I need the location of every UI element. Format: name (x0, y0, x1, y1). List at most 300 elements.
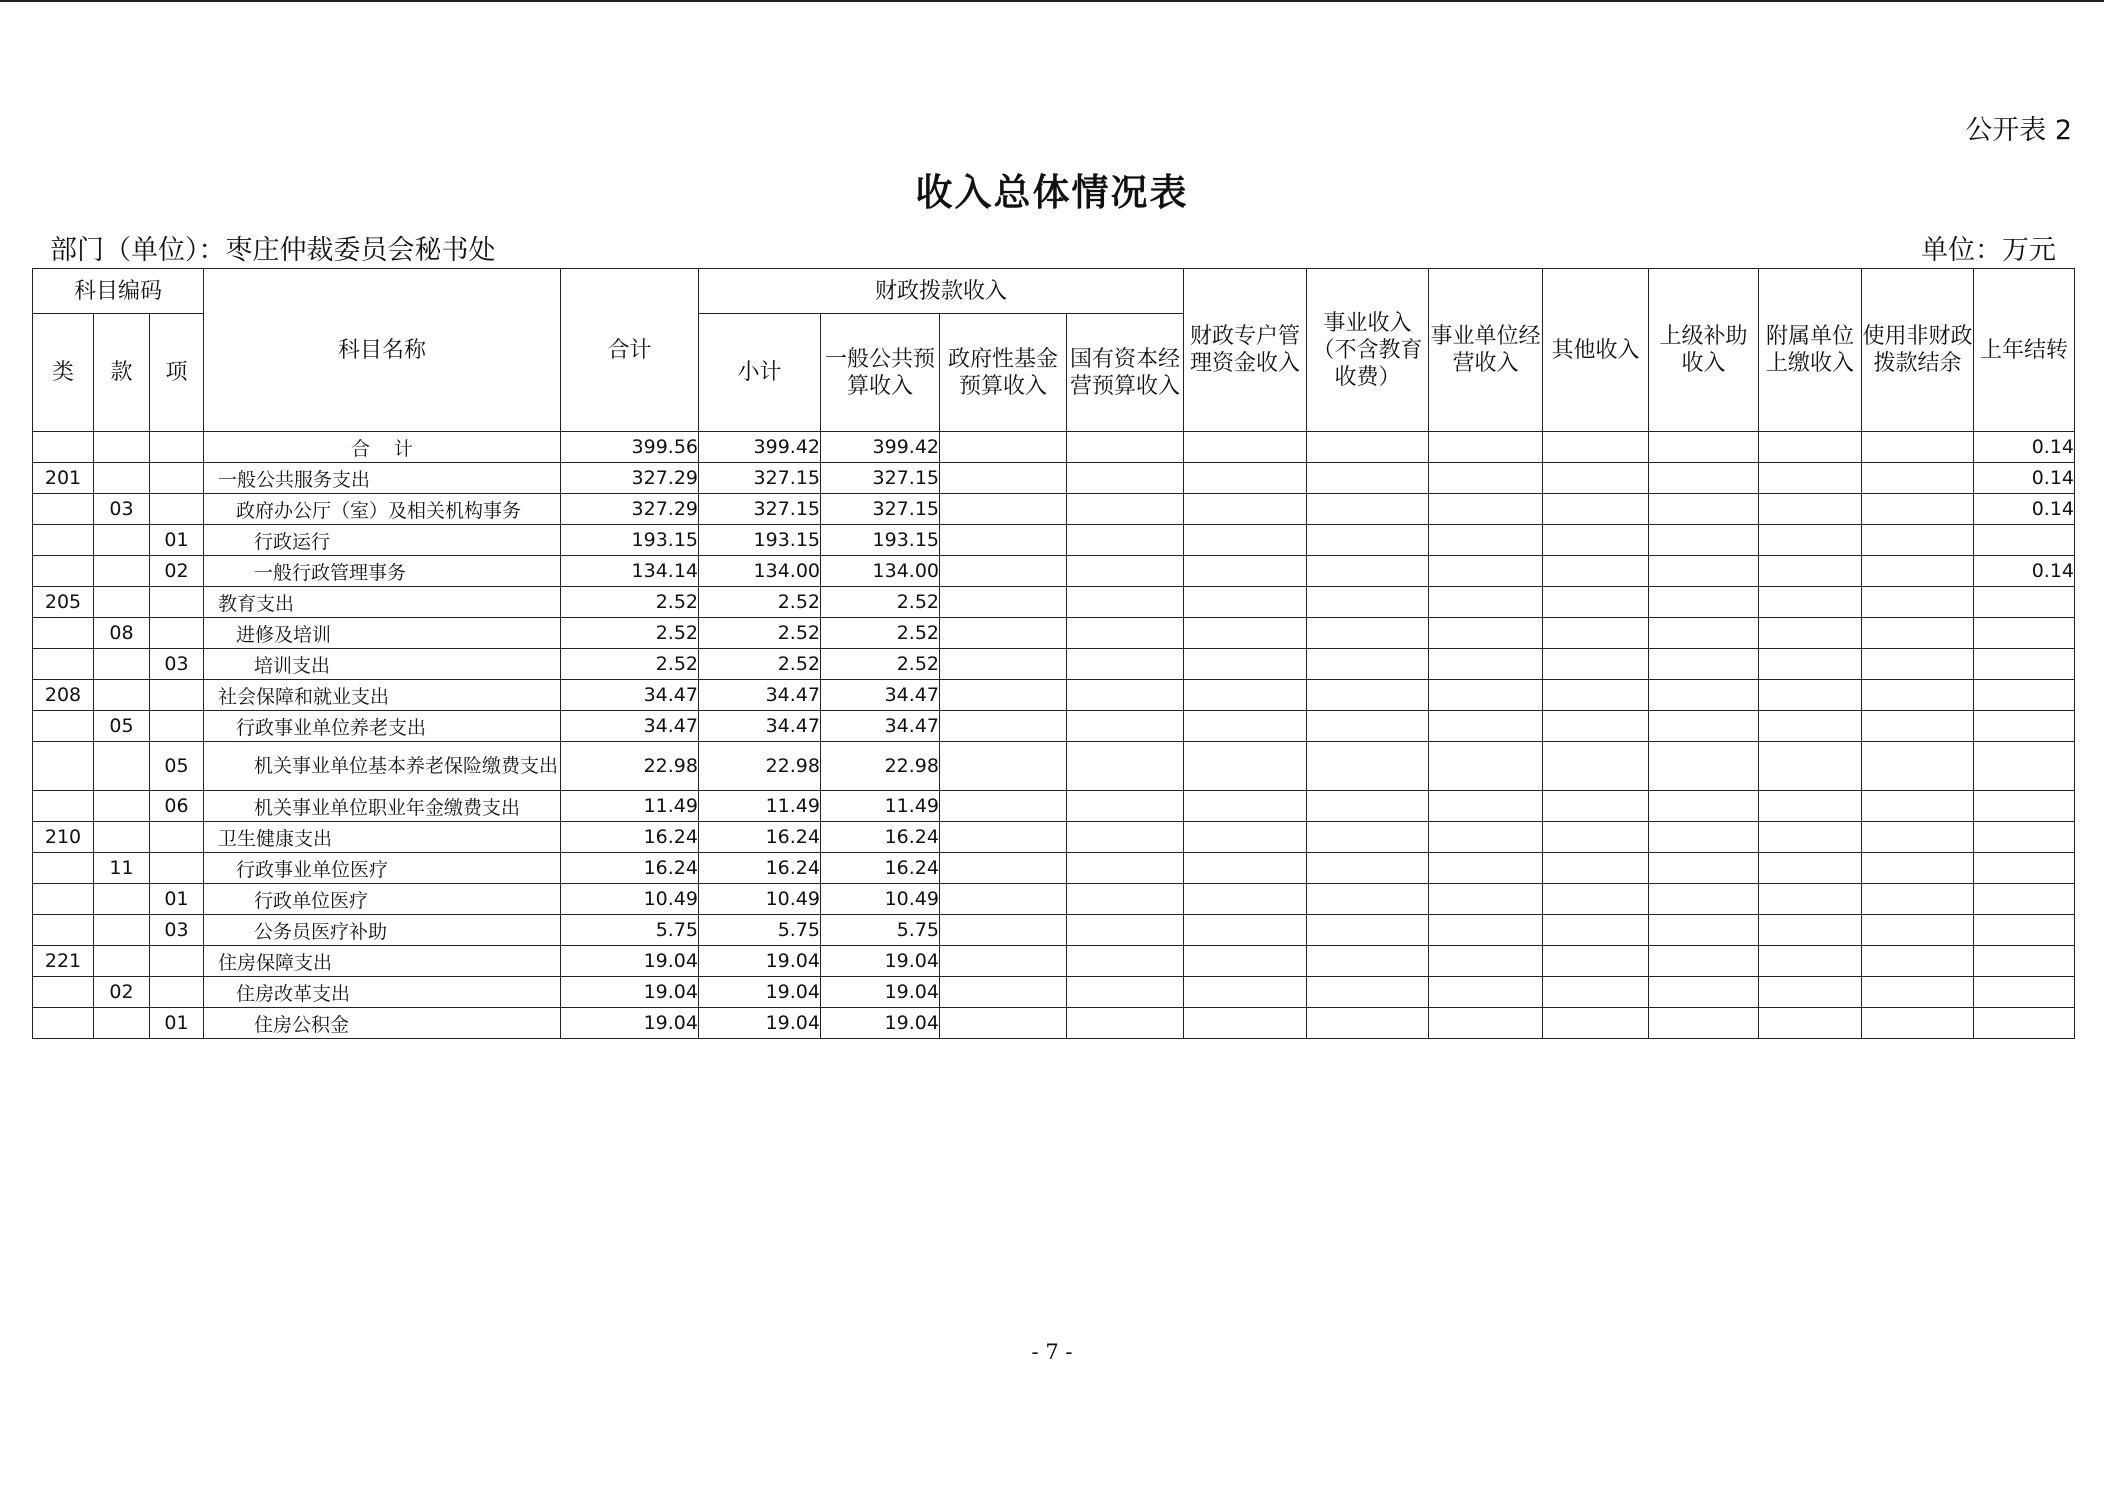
cell-state-capital (1067, 822, 1184, 853)
header-business-ops: 事业单位经营收入 (1429, 269, 1543, 432)
header-xiang: 项 (150, 314, 204, 432)
cell-superior-subsidy (1649, 680, 1759, 711)
cell-other (1543, 946, 1649, 977)
cell-other (1543, 556, 1649, 587)
cell-superior-subsidy (1649, 946, 1759, 977)
cell-business-income (1307, 587, 1429, 618)
cell-general-budget: 327.15 (821, 463, 940, 494)
cell-superior-subsidy (1649, 618, 1759, 649)
cell-business-ops (1429, 618, 1543, 649)
cell-business-ops (1429, 791, 1543, 822)
cell-name: 社会保障和就业支出 (204, 680, 561, 711)
cell-total: 22.98 (561, 742, 699, 791)
cell-non-fiscal-balance (1862, 791, 1974, 822)
cell-general-budget: 2.52 (821, 587, 940, 618)
cell-special-account (1184, 946, 1307, 977)
cell-business-income (1307, 494, 1429, 525)
cell-prev-year: 0.14 (1974, 494, 2075, 525)
cell-affiliated (1759, 649, 1862, 680)
cell-kuan (94, 791, 150, 822)
cell-business-ops (1429, 822, 1543, 853)
header-lei: 类 (33, 314, 94, 432)
cell-kuan (94, 649, 150, 680)
cell-lei (33, 1008, 94, 1039)
cell-general-budget: 19.04 (821, 1008, 940, 1039)
cell-non-fiscal-balance (1862, 822, 1974, 853)
cell-general-budget: 16.24 (821, 822, 940, 853)
cell-kuan (94, 915, 150, 946)
cell-total: 19.04 (561, 946, 699, 977)
cell-total: 34.47 (561, 680, 699, 711)
cell-other (1543, 742, 1649, 791)
cell-lei (33, 556, 94, 587)
cell-lei: 208 (33, 680, 94, 711)
table-row (33, 946, 2075, 977)
cell-prev-year (1974, 649, 2075, 680)
cell-name: 一般行政管理事务 (204, 556, 561, 587)
cell-special-account (1184, 525, 1307, 556)
table-row (33, 1008, 2075, 1039)
header-general-budget: 一般公共预算收入 (821, 314, 940, 432)
cell-total: 19.04 (561, 977, 699, 1008)
cell-superior-subsidy (1649, 711, 1759, 742)
cell-total: 327.29 (561, 463, 699, 494)
cell-special-account (1184, 742, 1307, 791)
cell-xiang: 01 (150, 884, 204, 915)
cell-affiliated (1759, 853, 1862, 884)
cell-superior-subsidy (1649, 463, 1759, 494)
cell-state-capital (1067, 525, 1184, 556)
cell-kuan: 05 (94, 711, 150, 742)
cell-state-capital (1067, 791, 1184, 822)
header-name: 科目名称 (204, 269, 561, 432)
cell-prev-year (1974, 525, 2075, 556)
cell-special-account (1184, 432, 1307, 463)
cell-xiang (150, 463, 204, 494)
cell-kuan: 03 (94, 494, 150, 525)
table-row (33, 556, 2075, 587)
cell-state-capital (1067, 853, 1184, 884)
cell-name: 进修及培训 (204, 618, 561, 649)
cell-name: 机关事业单位职业年金缴费支出 (204, 791, 561, 822)
cell-state-capital (1067, 946, 1184, 977)
cell-affiliated (1759, 494, 1862, 525)
table-body (33, 432, 2075, 1039)
table-row (33, 432, 2075, 463)
cell-general-budget: 34.47 (821, 711, 940, 742)
cell-kuan: 11 (94, 853, 150, 884)
cell-general-budget: 22.98 (821, 742, 940, 791)
table-row (33, 649, 2075, 680)
cell-subtotal: 19.04 (699, 946, 821, 977)
cell-name: 教育支出 (204, 587, 561, 618)
cell-xiang (150, 711, 204, 742)
cell-special-account (1184, 977, 1307, 1008)
cell-other (1543, 711, 1649, 742)
header-total: 合计 (561, 269, 699, 432)
cell-kuan (94, 742, 150, 791)
cell-affiliated (1759, 791, 1862, 822)
cell-subtotal: 34.47 (699, 680, 821, 711)
cell-state-capital (1067, 915, 1184, 946)
cell-subtotal: 11.49 (699, 791, 821, 822)
cell-non-fiscal-balance (1862, 525, 1974, 556)
cell-gov-fund (940, 822, 1067, 853)
header-kuan: 款 (94, 314, 150, 432)
cell-state-capital (1067, 432, 1184, 463)
cell-kuan (94, 556, 150, 587)
cell-business-income (1307, 742, 1429, 791)
cell-non-fiscal-balance (1862, 618, 1974, 649)
cell-xiang (150, 977, 204, 1008)
cell-affiliated (1759, 525, 1862, 556)
cell-other (1543, 618, 1649, 649)
cell-state-capital (1067, 742, 1184, 791)
cell-non-fiscal-balance (1862, 853, 1974, 884)
table-row (33, 711, 2075, 742)
table-row (33, 618, 2075, 649)
cell-total: 2.52 (561, 649, 699, 680)
cell-lei (33, 742, 94, 791)
cell-kuan: 08 (94, 618, 150, 649)
cell-special-account (1184, 915, 1307, 946)
cell-gov-fund (940, 618, 1067, 649)
cell-xiang (150, 946, 204, 977)
cell-special-account (1184, 618, 1307, 649)
cell-xiang: 03 (150, 649, 204, 680)
cell-other (1543, 432, 1649, 463)
header-fiscal-group: 财政拨款收入 (699, 269, 1184, 314)
cell-general-budget: 10.49 (821, 884, 940, 915)
cell-xiang: 03 (150, 915, 204, 946)
income-table (32, 268, 2075, 1039)
cell-business-income (1307, 977, 1429, 1008)
cell-xiang: 02 (150, 556, 204, 587)
header-state-capital: 国有资本经营预算收入 (1067, 314, 1184, 432)
cell-subtotal: 134.00 (699, 556, 821, 587)
cell-xiang (150, 494, 204, 525)
cell-state-capital (1067, 649, 1184, 680)
cell-state-capital (1067, 494, 1184, 525)
header-superior-subsidy: 上级补助收入 (1649, 269, 1759, 432)
cell-superior-subsidy (1649, 853, 1759, 884)
cell-subtotal: 19.04 (699, 977, 821, 1008)
cell-other (1543, 822, 1649, 853)
department-label: 部门（单位）：枣庄仲裁委员会秘书处 (50, 235, 496, 266)
cell-lei: 221 (33, 946, 94, 977)
cell-kuan (94, 463, 150, 494)
cell-business-ops (1429, 494, 1543, 525)
cell-total: 5.75 (561, 915, 699, 946)
cell-lei (33, 525, 94, 556)
header-business-income: 事业收入（不含教育收费） (1307, 269, 1429, 432)
cell-prev-year (1974, 1008, 2075, 1039)
cell-affiliated (1759, 556, 1862, 587)
cell-lei (33, 884, 94, 915)
cell-non-fiscal-balance (1862, 977, 1974, 1008)
cell-kuan (94, 884, 150, 915)
cell-total: 34.47 (561, 711, 699, 742)
cell-special-account (1184, 680, 1307, 711)
cell-non-fiscal-balance (1862, 432, 1974, 463)
cell-other (1543, 884, 1649, 915)
cell-special-account (1184, 494, 1307, 525)
cell-other (1543, 791, 1649, 822)
cell-general-budget: 327.15 (821, 494, 940, 525)
cell-superior-subsidy (1649, 432, 1759, 463)
table-row (33, 915, 2075, 946)
cell-special-account (1184, 556, 1307, 587)
cell-subtotal: 327.15 (699, 494, 821, 525)
cell-state-capital (1067, 884, 1184, 915)
cell-gov-fund (940, 853, 1067, 884)
header-subtotal: 小计 (699, 314, 821, 432)
cell-subtotal: 16.24 (699, 853, 821, 884)
cell-special-account (1184, 1008, 1307, 1039)
cell-business-income (1307, 1008, 1429, 1039)
cell-xiang: 05 (150, 742, 204, 791)
cell-name: 合计 (204, 432, 561, 463)
cell-business-ops (1429, 463, 1543, 494)
cell-total: 10.49 (561, 884, 699, 915)
cell-prev-year (1974, 711, 2075, 742)
cell-other (1543, 587, 1649, 618)
cell-state-capital (1067, 1008, 1184, 1039)
cell-affiliated (1759, 432, 1862, 463)
cell-non-fiscal-balance (1862, 742, 1974, 791)
cell-prev-year (1974, 680, 2075, 711)
page-title: 收入总体情况表 (915, 171, 1189, 214)
cell-prev-year (1974, 915, 2075, 946)
cell-xiang (150, 853, 204, 884)
table-row (33, 680, 2075, 711)
cell-xiang (150, 680, 204, 711)
cell-business-income (1307, 711, 1429, 742)
cell-prev-year (1974, 618, 2075, 649)
cell-affiliated (1759, 680, 1862, 711)
cell-affiliated (1759, 977, 1862, 1008)
cell-gov-fund (940, 649, 1067, 680)
cell-gov-fund (940, 432, 1067, 463)
cell-kuan (94, 432, 150, 463)
cell-total: 327.29 (561, 494, 699, 525)
cell-superior-subsidy (1649, 977, 1759, 1008)
cell-affiliated (1759, 946, 1862, 977)
cell-xiang (150, 432, 204, 463)
cell-lei (33, 432, 94, 463)
cell-business-income (1307, 525, 1429, 556)
cell-kuan (94, 587, 150, 618)
cell-general-budget: 34.47 (821, 680, 940, 711)
cell-subtotal: 2.52 (699, 649, 821, 680)
cell-superior-subsidy (1649, 587, 1759, 618)
cell-non-fiscal-balance (1862, 711, 1974, 742)
cell-prev-year (1974, 587, 2075, 618)
cell-superior-subsidy (1649, 884, 1759, 915)
cell-business-income (1307, 680, 1429, 711)
cell-non-fiscal-balance (1862, 680, 1974, 711)
cell-prev-year (1974, 742, 2075, 791)
cell-state-capital (1067, 618, 1184, 649)
table-row (33, 977, 2075, 1008)
cell-general-budget: 193.15 (821, 525, 940, 556)
cell-kuan (94, 822, 150, 853)
cell-non-fiscal-balance (1862, 649, 1974, 680)
cell-total: 16.24 (561, 822, 699, 853)
header-non-fiscal-balance: 使用非财政拨款结余 (1862, 269, 1974, 432)
cell-name: 行政单位医疗 (204, 884, 561, 915)
cell-business-income (1307, 946, 1429, 977)
cell-gov-fund (940, 556, 1067, 587)
cell-xiang: 01 (150, 1008, 204, 1039)
cell-special-account (1184, 649, 1307, 680)
cell-business-ops (1429, 853, 1543, 884)
cell-business-ops (1429, 946, 1543, 977)
cell-lei (33, 494, 94, 525)
cell-prev-year (1974, 946, 2075, 977)
cell-subtotal: 327.15 (699, 463, 821, 494)
table-row (33, 791, 2075, 822)
cell-gov-fund (940, 884, 1067, 915)
cell-gov-fund (940, 742, 1067, 791)
cell-total: 2.52 (561, 618, 699, 649)
cell-state-capital (1067, 587, 1184, 618)
cell-name: 政府办公厅（室）及相关机构事务 (204, 494, 561, 525)
page-number: - 7 - (1031, 1340, 1073, 1364)
cell-special-account (1184, 587, 1307, 618)
cell-business-ops (1429, 977, 1543, 1008)
cell-business-ops (1429, 1008, 1543, 1039)
cell-affiliated (1759, 587, 1862, 618)
cell-business-ops (1429, 432, 1543, 463)
cell-kuan (94, 946, 150, 977)
cell-business-ops (1429, 711, 1543, 742)
cell-lei: 201 (33, 463, 94, 494)
cell-non-fiscal-balance (1862, 556, 1974, 587)
cell-state-capital (1067, 556, 1184, 587)
cell-non-fiscal-balance (1862, 884, 1974, 915)
cell-other (1543, 649, 1649, 680)
cell-business-ops (1429, 680, 1543, 711)
cell-gov-fund (940, 946, 1067, 977)
cell-gov-fund (940, 525, 1067, 556)
cell-other (1543, 463, 1649, 494)
cell-other (1543, 853, 1649, 884)
cell-superior-subsidy (1649, 494, 1759, 525)
cell-prev-year (1974, 884, 2075, 915)
table-row (33, 494, 2075, 525)
cell-lei (33, 977, 94, 1008)
cell-other (1543, 1008, 1649, 1039)
cell-general-budget: 2.52 (821, 618, 940, 649)
cell-gov-fund (940, 463, 1067, 494)
cell-non-fiscal-balance (1862, 587, 1974, 618)
table-row (33, 822, 2075, 853)
cell-name: 住房改革支出 (204, 977, 561, 1008)
cell-superior-subsidy (1649, 556, 1759, 587)
cell-total: 2.52 (561, 587, 699, 618)
header-affiliated: 附属单位上缴收入 (1759, 269, 1862, 432)
cell-non-fiscal-balance (1862, 915, 1974, 946)
cell-general-budget: 134.00 (821, 556, 940, 587)
cell-affiliated (1759, 742, 1862, 791)
cell-gov-fund (940, 915, 1067, 946)
cell-affiliated (1759, 618, 1862, 649)
cell-business-income (1307, 649, 1429, 680)
cell-name: 行政事业单位医疗 (204, 853, 561, 884)
cell-affiliated (1759, 463, 1862, 494)
cell-gov-fund (940, 711, 1067, 742)
cell-business-income (1307, 463, 1429, 494)
cell-other (1543, 494, 1649, 525)
header-prev-year: 上年结转 (1974, 269, 2075, 432)
cell-business-income (1307, 853, 1429, 884)
header-other: 其他收入 (1543, 269, 1649, 432)
cell-lei (33, 649, 94, 680)
cell-business-ops (1429, 556, 1543, 587)
header-code-group: 科目编码 (33, 269, 204, 314)
cell-subtotal: 22.98 (699, 742, 821, 791)
cell-total: 193.15 (561, 525, 699, 556)
cell-lei (33, 618, 94, 649)
cell-affiliated (1759, 822, 1862, 853)
cell-other (1543, 680, 1649, 711)
cell-affiliated (1759, 915, 1862, 946)
cell-subtotal: 16.24 (699, 822, 821, 853)
cell-superior-subsidy (1649, 742, 1759, 791)
cell-kuan (94, 1008, 150, 1039)
cell-gov-fund (940, 977, 1067, 1008)
cell-general-budget: 2.52 (821, 649, 940, 680)
cell-superior-subsidy (1649, 1008, 1759, 1039)
cell-prev-year (1974, 977, 2075, 1008)
cell-business-ops (1429, 587, 1543, 618)
cell-kuan (94, 680, 150, 711)
cell-subtotal: 10.49 (699, 884, 821, 915)
cell-subtotal: 2.52 (699, 587, 821, 618)
cell-gov-fund (940, 1008, 1067, 1039)
cell-superior-subsidy (1649, 822, 1759, 853)
cell-business-ops (1429, 915, 1543, 946)
cell-affiliated (1759, 884, 1862, 915)
cell-non-fiscal-balance (1862, 1008, 1974, 1039)
cell-business-ops (1429, 884, 1543, 915)
cell-kuan: 02 (94, 977, 150, 1008)
cell-business-income (1307, 822, 1429, 853)
cell-total: 19.04 (561, 1008, 699, 1039)
cell-xiang (150, 587, 204, 618)
header-gov-fund: 政府性基金预算收入 (940, 314, 1067, 432)
cell-subtotal: 2.52 (699, 618, 821, 649)
cell-subtotal: 399.42 (699, 432, 821, 463)
cell-name: 住房公积金 (204, 1008, 561, 1039)
cell-state-capital (1067, 977, 1184, 1008)
cell-lei: 210 (33, 822, 94, 853)
cell-state-capital (1067, 463, 1184, 494)
cell-general-budget: 5.75 (821, 915, 940, 946)
cell-prev-year (1974, 853, 2075, 884)
cell-business-ops (1429, 742, 1543, 791)
table-row (33, 853, 2075, 884)
cell-other (1543, 525, 1649, 556)
header-special-account: 财政专户管理资金收入 (1184, 269, 1307, 432)
cell-general-budget: 16.24 (821, 853, 940, 884)
cell-lei (33, 853, 94, 884)
cell-gov-fund (940, 494, 1067, 525)
cell-gov-fund (940, 587, 1067, 618)
cell-special-account (1184, 791, 1307, 822)
cell-name: 机关事业单位基本养老保险缴费支出 (204, 742, 561, 791)
